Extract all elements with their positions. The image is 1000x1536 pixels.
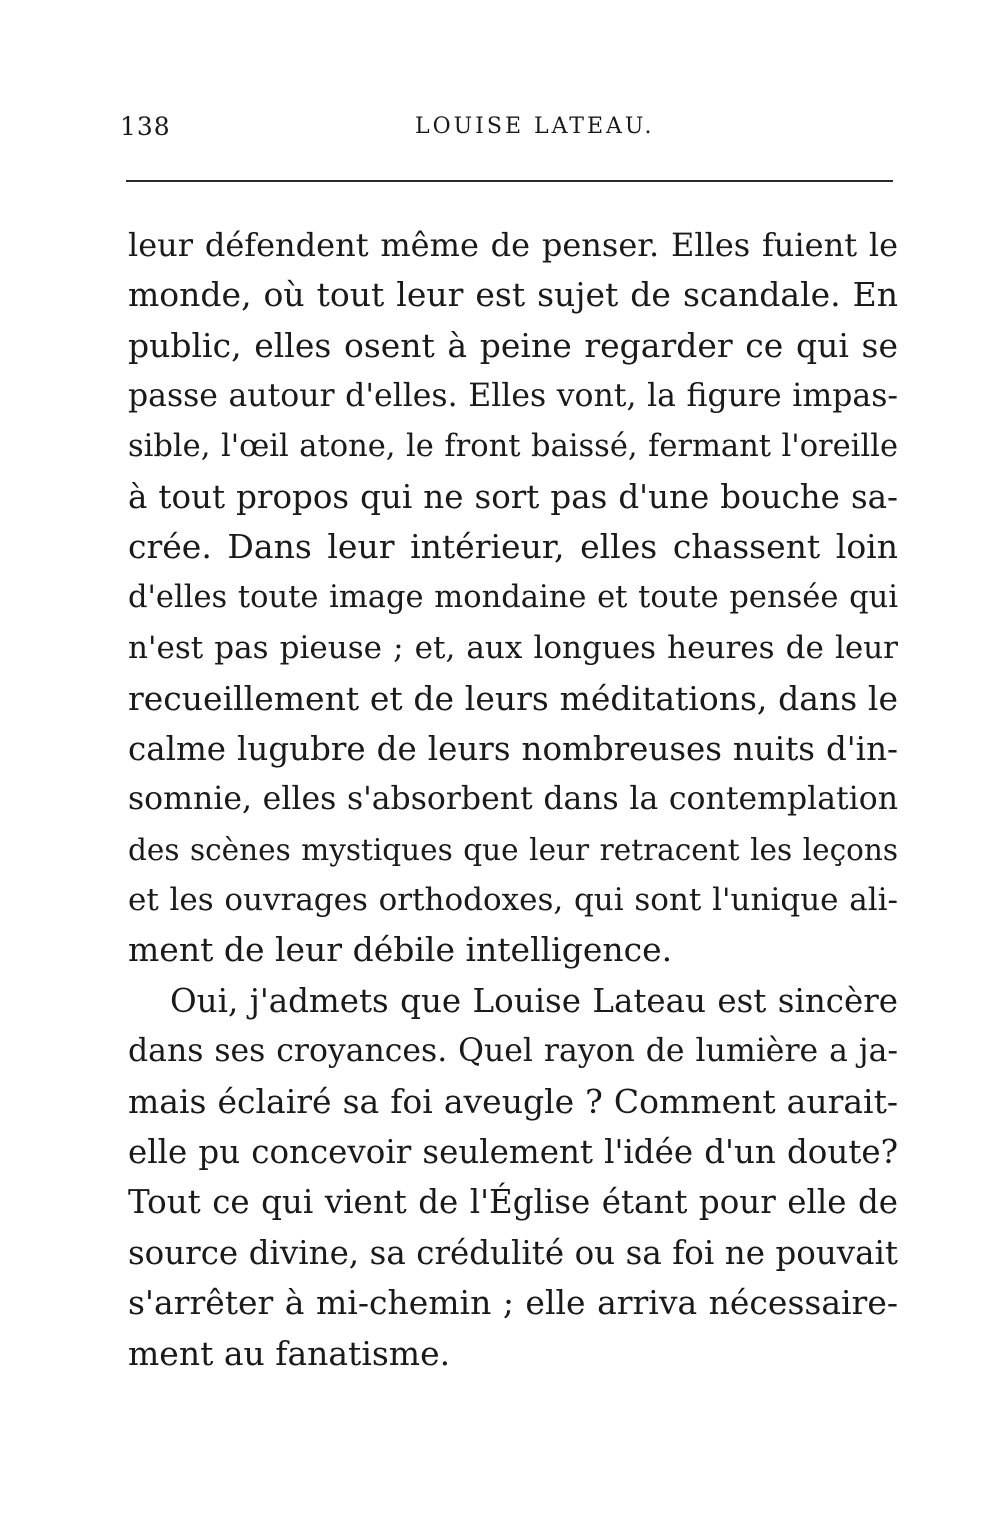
text-line: d'elles toute image mondaine et toute pensée qui: [128, 579, 898, 615]
text-line: source divine, sa crédulité ou sa foi ne pouvait: [128, 1233, 898, 1272]
text-line: ment de leur débile intelligence.: [128, 930, 673, 970]
paragraph-2: [128, 976, 898, 1379]
text-line: calme lugubre de leurs nombreuses nuits d'in-: [128, 729, 898, 768]
paragraph-1: [128, 220, 898, 976]
page-number: 138: [120, 112, 171, 141]
text-line: crée. Dans leur intérieur, elles chassent loin: [128, 527, 898, 567]
body-text: [128, 220, 898, 1379]
text-line: Tout ce qui vient de l'Église étant pour elle de: [128, 1183, 898, 1222]
text-line: elle pu concevoir seulement l'idée d'un doute?: [128, 1133, 898, 1172]
text-line: monde, où tout leur est sujet de scandale. En: [128, 275, 898, 315]
text-line: leur défendent même de penser. Elles fuient le: [128, 226, 898, 264]
text-line: somnie, elles s'absorbent dans la contemplation: [128, 781, 898, 818]
text-line: recueillement et de leurs méditations, dans le: [128, 678, 898, 718]
text-line: public, elles osent à peine regarder ce qui se: [128, 325, 898, 365]
text-line: à tout propos qui ne sort pas d'une bouche sa-: [128, 477, 898, 516]
header-rule: [126, 180, 893, 182]
text-line: et les ouvrages orthodoxes, qui sont l'unique ali-: [128, 882, 898, 919]
text-line: sible, l'œil atone, le front baissé, fermant l'oreille: [128, 428, 898, 464]
text-line: n'est pas pieuse ; et, aux longues heures de leur: [128, 630, 898, 667]
text-line: passe autour d'elles. Elles vont, la figure impas-: [128, 378, 898, 415]
text-line: ment au fanatisme.: [128, 1333, 451, 1373]
text-line: s'arrêter à mi-chemin ; elle arriva nécessaire-: [128, 1283, 898, 1323]
text-line: mais éclairé sa foi aveugle ? Comment aurait-: [128, 1081, 898, 1121]
text-line: Oui, j'admets que Louise Lateau est sincère: [170, 981, 898, 1020]
running-head: [120, 112, 900, 152]
text-line: des scènes mystiques que leur retracent les leçons: [128, 832, 898, 867]
running-title: LOUISE LATEAU.: [415, 114, 655, 139]
text-line: dans ses croyances. Quel rayon de lumière a ja-: [128, 1033, 898, 1070]
